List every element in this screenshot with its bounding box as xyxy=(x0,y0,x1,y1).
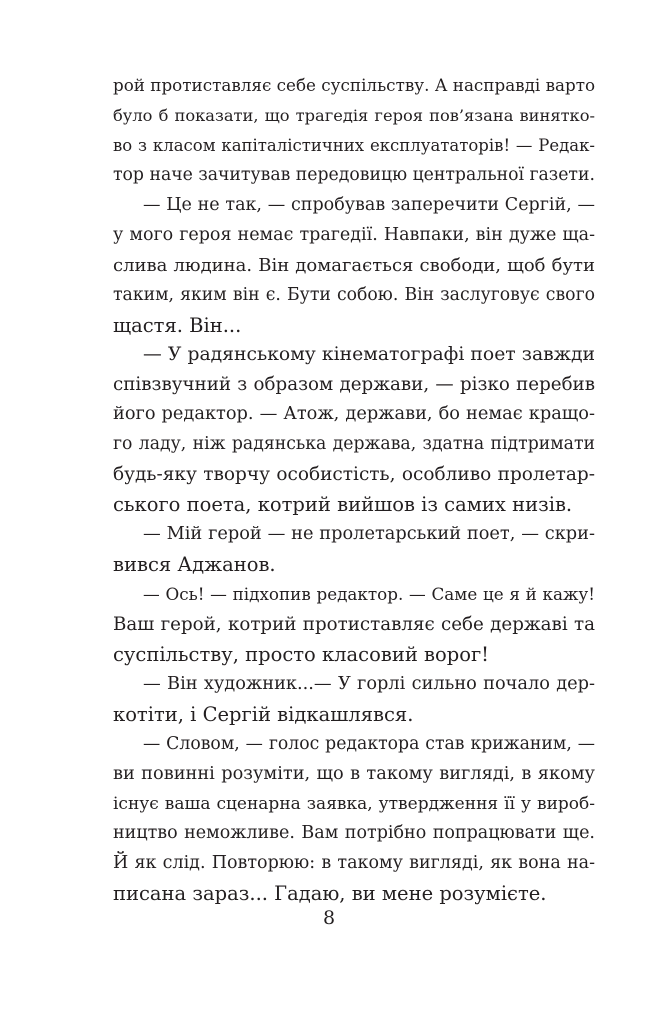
text-line: ського поета, котрий вийшов із самих низів. xyxy=(113,493,573,517)
text-line: його редактор. — Атож, держави, бо немає кращо- xyxy=(113,404,595,425)
text-line: писана зараз... Гадаю, ви мене розумієте. xyxy=(113,882,547,906)
text-line: — Мій герой — не пролетарський поет, — скри- xyxy=(143,524,595,545)
text-line: Й як слід. Повторюю: в такому вигляді, як вона на- xyxy=(113,853,595,874)
text-line: — Словом, — голос редактора став крижаним, — xyxy=(143,733,595,754)
text-line: рой протиставляє себе суспільству. А насправді варто xyxy=(113,75,595,95)
text-line: во з класом капіталістичних експлуататорів! — Редак- xyxy=(113,135,595,155)
text-line: було б показати, що трагедія героя пов’язана винятко- xyxy=(113,105,595,125)
text-line: вився Аджанов. xyxy=(113,553,276,576)
text-line: слива людина. Він домагається свободи, щоб бути xyxy=(113,254,595,276)
text-line: тор наче зачитував передовицю центральної газети. xyxy=(113,164,595,185)
text-line: будь-яку творчу особистість, особливо пролетар- xyxy=(113,464,595,486)
text-line: го ладу, ніж радянська держава, здатна підтримати xyxy=(113,434,595,455)
text-line: котіти, і Сергій відкашлявся. xyxy=(113,702,414,726)
text-line: — У радянському кінематографі поет завжди xyxy=(143,344,595,366)
text-line: Ваш герой, котрий протиставляє себе державі та xyxy=(113,613,595,635)
body-text xyxy=(113,71,595,909)
text-line: існує ваша сценарна заявка, утвердження її у вироб- xyxy=(113,793,595,814)
text-line: таким, яким він є. Бути собою. Він заслуговує свого xyxy=(113,284,595,305)
page-number: 8 xyxy=(322,907,336,929)
text-line: у мого героя немає трагедії. Навпаки, він дуже ща- xyxy=(113,224,595,245)
text-line: ництво неможливе. Вам потрібно попрацювати ще. xyxy=(113,823,595,844)
text-line: співзвучний з образом держави, — різко перебив xyxy=(113,374,595,396)
text-line: суспільству, просто класовий ворог! xyxy=(113,642,490,666)
text-line: — Це не так, — спробував заперечити Сергій, — xyxy=(143,194,595,215)
text-line: щастя. Він... xyxy=(113,313,242,337)
text-line: ви повинні розуміти, що в такому вигляді, в якому xyxy=(113,763,595,784)
text-line: — Він художник...— У горлі сильно почало дер- xyxy=(143,673,595,694)
text-line: — Ось! — підхопив редактор. — Саме це я й кажу! xyxy=(143,583,595,604)
